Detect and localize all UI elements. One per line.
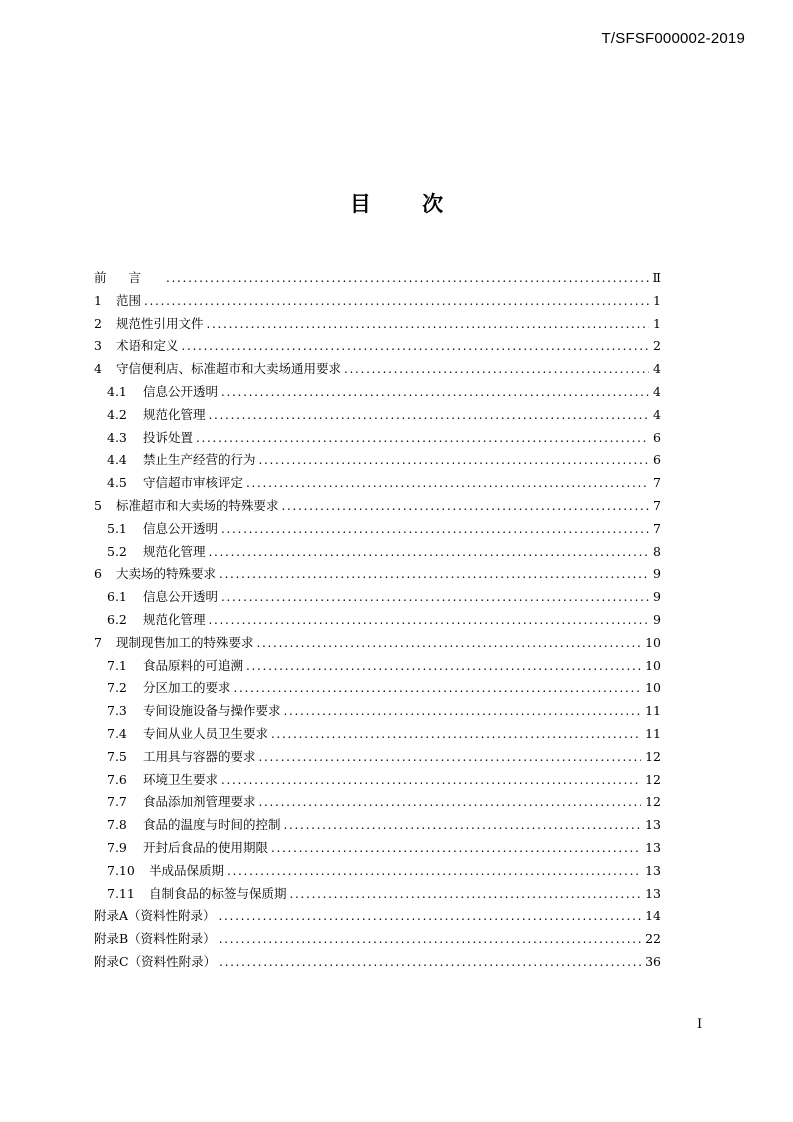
dot-leader xyxy=(196,427,649,450)
toc-entry-number: 6.1 xyxy=(107,589,127,605)
page-number: I xyxy=(697,1017,703,1032)
toc-entry-page: 36 xyxy=(645,953,661,969)
dot-leader xyxy=(234,677,642,700)
toc-entry-page: 7 xyxy=(653,497,661,513)
toc-entry-number: 7.6 xyxy=(107,771,127,787)
dot-leader xyxy=(271,723,641,746)
toc-entry-number: 7.2 xyxy=(107,680,127,696)
toc-entry[interactable] xyxy=(94,358,661,381)
toc-entry-title: 食品原料的可追溯 xyxy=(143,657,244,673)
dot-leader xyxy=(221,769,641,792)
toc-entry-page: 13 xyxy=(645,839,661,855)
dot-leader xyxy=(166,267,648,290)
dot-leader xyxy=(259,449,649,472)
toc-entry-number: 7.5 xyxy=(107,748,127,764)
toc-entry[interactable] xyxy=(94,472,661,495)
dot-leader xyxy=(257,632,642,655)
page-title: 目 次 xyxy=(349,192,466,216)
toc-entry[interactable] xyxy=(94,404,661,427)
toc-entry-title: 规范化管理 xyxy=(143,406,206,422)
toc-entry[interactable] xyxy=(94,335,661,358)
toc-entry[interactable] xyxy=(94,267,661,290)
toc-entry-number: 7.3 xyxy=(107,703,127,719)
toc-entry-page: 10 xyxy=(645,657,661,673)
dot-leader xyxy=(219,928,641,951)
dot-leader xyxy=(284,814,642,837)
toc-entry-page: 1 xyxy=(653,315,661,331)
dot-leader xyxy=(209,404,649,427)
toc-entry-page: 10 xyxy=(645,634,661,650)
dot-leader xyxy=(271,837,641,860)
toc-entry[interactable] xyxy=(94,905,661,928)
toc-entry-page: 11 xyxy=(645,703,661,719)
dot-leader xyxy=(221,518,649,541)
dot-leader xyxy=(144,290,649,313)
toc-entry[interactable] xyxy=(94,632,661,655)
dot-leader xyxy=(290,883,642,906)
dot-leader xyxy=(246,655,641,678)
toc-entry-title: 食品的温度与时间的控制 xyxy=(143,817,281,833)
toc-entry-page: 11 xyxy=(645,725,661,741)
dot-leader xyxy=(219,563,649,586)
toc-entry-title: 禁止生产经营的行为 xyxy=(143,452,256,468)
toc-entry[interactable] xyxy=(94,381,661,404)
toc-entry-number: 6.2 xyxy=(107,611,127,627)
toc-entry-number: 7.9 xyxy=(107,839,127,855)
toc-entry-number: 5.1 xyxy=(107,520,127,536)
toc-entry-title: 范围 xyxy=(116,292,142,308)
toc-entry-page: 12 xyxy=(645,794,661,810)
toc-entry-title: 分区加工的要求 xyxy=(143,680,231,696)
toc-entry[interactable] xyxy=(94,746,661,769)
dot-leader xyxy=(209,609,649,632)
toc-entry[interactable] xyxy=(94,495,661,518)
dot-leader xyxy=(259,746,642,769)
dot-leader xyxy=(221,586,649,609)
toc-entry[interactable] xyxy=(94,541,661,564)
toc-entry-page: 13 xyxy=(645,885,661,901)
toc-entry[interactable] xyxy=(94,427,661,450)
toc-entry[interactable] xyxy=(94,883,661,906)
toc-entry-page: 9 xyxy=(653,611,661,627)
toc-entry[interactable] xyxy=(94,518,661,541)
toc-entry-page: 4 xyxy=(653,361,661,377)
toc-entry[interactable] xyxy=(94,951,661,974)
dot-leader xyxy=(246,472,649,495)
toc-entry-number: 4 xyxy=(94,361,102,377)
toc-entry-number: 4.1 xyxy=(107,383,127,399)
toc-entry[interactable] xyxy=(94,860,661,883)
toc-entry-title: 前言 xyxy=(94,270,164,285)
toc-entry-title: 半成品保质期 xyxy=(149,862,225,878)
toc-entry[interactable] xyxy=(94,791,661,814)
table-of-contents xyxy=(94,267,661,974)
toc-entry-page: 4 xyxy=(653,406,661,422)
toc-entry-page: 12 xyxy=(645,748,661,764)
toc-entry-page: 8 xyxy=(653,543,661,559)
toc-entry-title: 守信便利店、标准超市和大卖场通用要求 xyxy=(116,361,342,377)
toc-entry-title: 附录C（资料性附录） xyxy=(94,953,217,969)
toc-entry-page: Ⅱ xyxy=(652,270,661,285)
toc-entry[interactable] xyxy=(94,609,661,632)
dot-leader xyxy=(227,860,641,883)
toc-entry-number: 4.2 xyxy=(107,406,127,422)
toc-entry-title: 信息公开透明 xyxy=(143,589,219,605)
toc-entry-title: 守信超市审核评定 xyxy=(143,475,244,491)
toc-entry-page: 13 xyxy=(645,862,661,878)
toc-entry-title: 专间设施设备与操作要求 xyxy=(143,703,281,719)
toc-entry[interactable] xyxy=(94,290,661,313)
standard-id: T/SFSF000002-2019 xyxy=(601,30,745,47)
toc-entry-title: 自制食品的标签与保质期 xyxy=(149,885,287,901)
dot-leader xyxy=(219,951,641,974)
toc-entry[interactable] xyxy=(94,586,661,609)
toc-entry-number: 1 xyxy=(94,292,102,308)
toc-entry-title: 工用具与容器的要求 xyxy=(143,748,256,764)
toc-entry-page: 9 xyxy=(653,589,661,605)
toc-entry-page: 9 xyxy=(653,566,661,582)
toc-entry-page: 2 xyxy=(653,338,661,354)
toc-entry[interactable] xyxy=(94,677,661,700)
toc-entry-number: 4.5 xyxy=(107,475,127,491)
dot-leader xyxy=(344,358,649,381)
dot-leader xyxy=(259,791,642,814)
toc-entry-number: 7.4 xyxy=(107,725,127,741)
dot-leader xyxy=(209,541,649,564)
toc-entry[interactable] xyxy=(94,837,661,860)
toc-entry-page: 6 xyxy=(653,429,661,445)
toc-entry[interactable] xyxy=(94,313,661,336)
toc-entry-page: 1 xyxy=(653,292,661,308)
toc-entry-title: 大卖场的特殊要求 xyxy=(116,566,217,582)
toc-entry-number: 4.4 xyxy=(107,452,127,468)
toc-entry[interactable] xyxy=(94,563,661,586)
toc-entry[interactable] xyxy=(94,723,661,746)
toc-entry-title: 规范性引用文件 xyxy=(116,315,204,331)
toc-entry-title: 术语和定义 xyxy=(116,338,179,354)
toc-entry-title: 开封后食品的使用期限 xyxy=(143,839,269,855)
toc-entry-number: 7.8 xyxy=(107,817,127,833)
toc-entry[interactable] xyxy=(94,655,661,678)
toc-entry-title: 投诉处置 xyxy=(143,429,194,445)
dot-leader xyxy=(207,313,649,336)
toc-entry[interactable] xyxy=(94,814,661,837)
toc-entry-page: 13 xyxy=(645,817,661,833)
toc-entry-title: 食品添加剂管理要求 xyxy=(143,794,256,810)
toc-entry-page: 7 xyxy=(653,520,661,536)
toc-entry-page: 6 xyxy=(653,452,661,468)
toc-entry[interactable] xyxy=(94,700,661,723)
toc-entry-title: 标准超市和大卖场的特殊要求 xyxy=(116,497,279,513)
dot-leader xyxy=(219,905,642,928)
toc-entry-title: 信息公开透明 xyxy=(143,383,219,399)
toc-entry-number: 7.10 xyxy=(107,862,135,878)
toc-entry-title: 现制现售加工的特殊要求 xyxy=(116,634,254,650)
toc-entry-number: 7.1 xyxy=(107,657,127,673)
toc-entry-number: 7.11 xyxy=(107,885,135,901)
toc-entry-page: 22 xyxy=(645,931,661,947)
toc-entry-number: 4.3 xyxy=(107,429,127,445)
toc-entry-title: 信息公开透明 xyxy=(143,520,219,536)
toc-entry-number: 7.7 xyxy=(107,794,127,810)
toc-entry-title: 附录A（资料性附录） xyxy=(94,908,216,924)
toc-entry-number: 2 xyxy=(94,315,102,331)
dot-leader xyxy=(282,495,649,518)
toc-entry-number: 3 xyxy=(94,338,102,354)
toc-entry-title: 专间从业人员卫生要求 xyxy=(143,725,269,741)
toc-entry[interactable] xyxy=(94,928,661,951)
toc-entry-page: 10 xyxy=(645,680,661,696)
toc-entry[interactable] xyxy=(94,769,661,792)
toc-entry-page: 4 xyxy=(653,383,661,399)
toc-entry-title: 规范化管理 xyxy=(143,611,206,627)
toc-entry-title: 附录B（资料性附录） xyxy=(94,931,216,947)
toc-entry[interactable] xyxy=(94,449,661,472)
dot-leader xyxy=(221,381,649,404)
dot-leader xyxy=(284,700,642,723)
toc-entry-title: 环境卫生要求 xyxy=(143,771,219,787)
toc-entry-page: 14 xyxy=(645,908,661,924)
toc-entry-number: 6 xyxy=(94,566,102,582)
toc-entry-title: 规范化管理 xyxy=(143,543,206,559)
toc-entry-page: 7 xyxy=(653,475,661,491)
toc-entry-number: 5.2 xyxy=(107,543,127,559)
toc-entry-page: 12 xyxy=(645,771,661,787)
toc-entry-number: 5 xyxy=(94,497,102,513)
toc-entry-number: 7 xyxy=(94,634,102,650)
dot-leader xyxy=(182,335,649,358)
